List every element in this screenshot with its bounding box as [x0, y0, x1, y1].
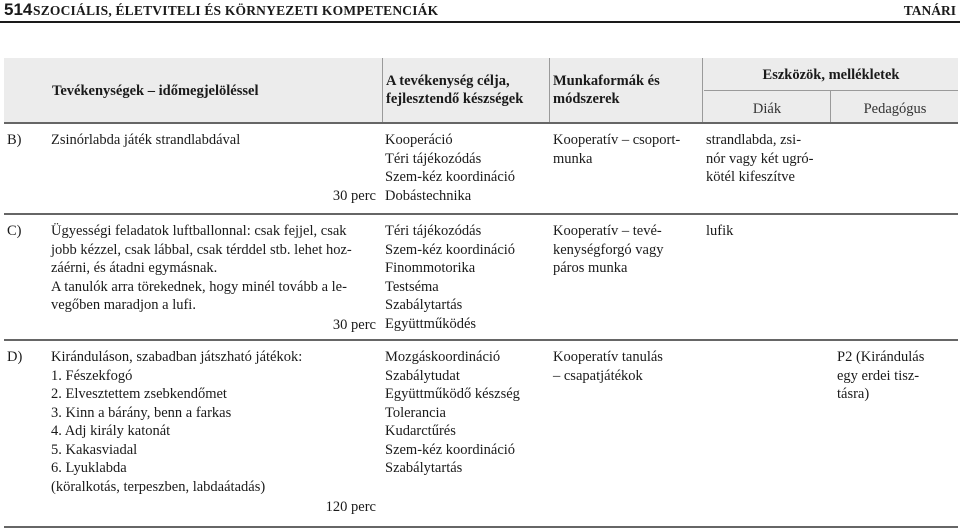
header-divider — [702, 58, 703, 122]
row-goals: Mozgáskoordináció Szabálytudat Együttműködő készség Tolerancia Kudarctűrés Szem-kéz koordináció Szabálytartás — [385, 349, 520, 476]
row-label: D) — [7, 349, 23, 365]
page-title: SZOCIÁLIS, ÉLETVITELI ÉS KÖRNYEZETI KOMPETENCIÁK — [33, 3, 439, 18]
page-tag: TANÁRI — [903, 3, 956, 18]
page-number: 514 — [4, 0, 33, 19]
header-rule — [0, 21, 960, 23]
header-methods: Munkaformák és módszerek — [553, 73, 660, 107]
row-time: 120 perc — [325, 499, 376, 515]
row-activity: Ügyességi feladatok luftballonnal: csak fejjel, csak jobb kézzel, csak lábbal, csak térddel stb. lehet hoz- záérni, és átadni egymásnak. A tanulók arra törekednek, hogy minél tovább a le- vegőben maradjon a lufi. — [51, 223, 352, 313]
row-methods: Kooperatív – tevé- kenységforgó vagy páros munka — [553, 223, 664, 276]
row-teacher-tools: P2 (Kirándulás egy erdei tisz- tásra) — [837, 349, 925, 402]
table-bottom-rule — [4, 526, 958, 528]
row-activity: Zsinórlabda játék strandlabdával — [51, 132, 241, 148]
header-activities: Tevékenységek – időmegjelöléssel — [52, 83, 259, 99]
row-student-tools: strandlabda, zsi- nór vagy két ugró- kötél kifeszítve — [706, 132, 814, 185]
row-label: B) — [7, 132, 22, 148]
row-time: 30 perc — [332, 317, 376, 333]
row-goals: Téri tájékozódás Szem-kéz koordináció Finommotorika Testséma Szabálytartás Együttműködés — [385, 223, 516, 332]
header-goal: A tevékenység célja, fejlesztendő készségek — [386, 73, 524, 107]
row-methods: Kooperatív – csoport- munka — [553, 132, 681, 167]
header-teacher: Pedagógus — [863, 101, 927, 117]
header-bottom-rule — [4, 122, 958, 124]
row-methods: Kooperatív tanulás – csapatjátékok — [553, 349, 663, 384]
row-activity: Kiránduláson, szabadban játszható játékok: 1. Fészekfogó 2. Elvesztettem zsebkendőmet 3. Kinn a bárány, benn a farkas 4. Adj király katonát 5. Kakasviadal 6. Lyuklabda (köralkotás, terpeszben, labdaátadás) — [51, 349, 303, 495]
page-header — [0, 0, 960, 22]
row-label: C) — [7, 223, 22, 239]
activity-table — [4, 58, 958, 528]
header-student: Diák — [752, 101, 782, 117]
row-student-tools: lufik — [706, 223, 734, 239]
tools-subheader-rule — [704, 90, 958, 91]
row-separator — [4, 339, 958, 341]
header-divider — [830, 90, 831, 122]
table-header — [4, 58, 958, 122]
row-goals: Kooperáció Téri tájékozódás Szem-kéz koordináció Dobástechnika — [385, 132, 516, 204]
row-time: 30 perc — [332, 188, 376, 204]
header-divider — [382, 58, 383, 122]
header-divider — [549, 58, 550, 122]
row-separator — [4, 213, 958, 215]
header-tools: Eszközök, mellékletek — [762, 67, 900, 83]
